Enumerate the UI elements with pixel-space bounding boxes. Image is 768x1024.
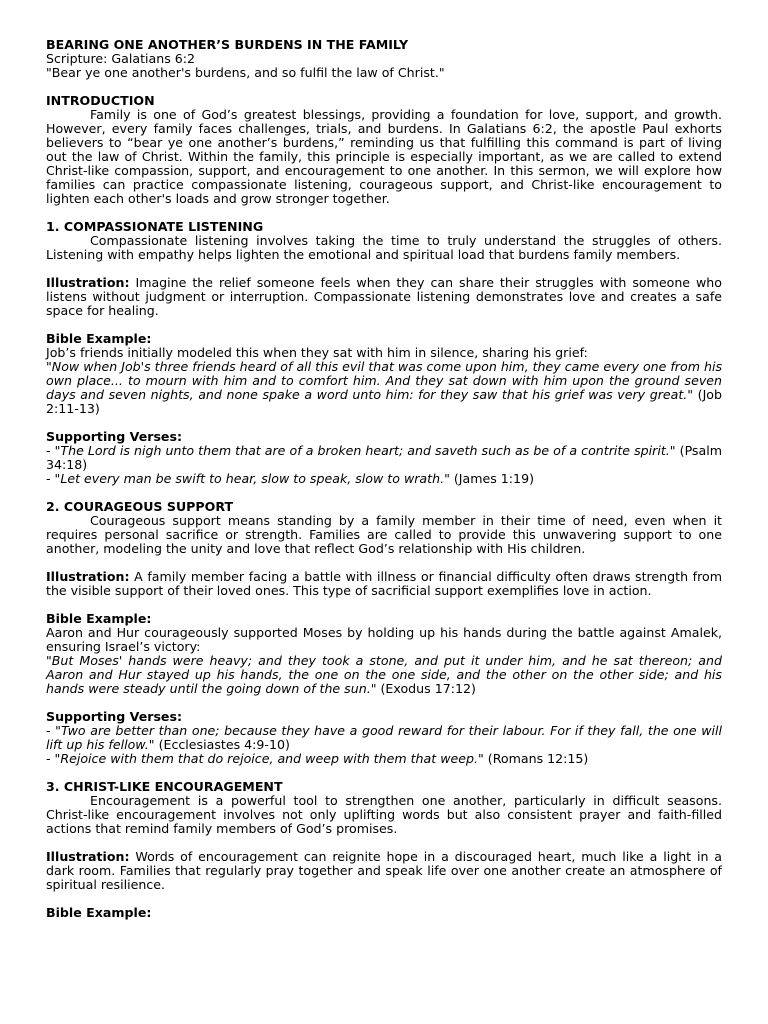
scripture-quote: Now when Job's three friends heard of all this evil that was come upon him, they came every one from his own place... to mourn with him and to comfort him. And they sat down with him upon the ground seven days and seven nights, and none spake a word unto him: for they saw that his grief was very great. <box>46 359 723 402</box>
section-2-bible-quote: "But Moses' hands were heavy; and they took a stone, and put it under him, and he sat thereon; and Aaron and Hur stayed up his hands, the one on the one side, and the other on the other side; and his hands were steady until the going down of the sun." (Exodus 17:12) <box>46 653 722 696</box>
scripture-ref: " (Exodus 17:12) <box>370 681 476 696</box>
section-1-verse-2: - "Let every man be swift to hear, slow to speak, slow to wrath." (James 1:19) <box>46 471 534 486</box>
section-1-illustration <box>46 276 722 318</box>
section-2-verse-2: - "Rejoice with them that do rejoice, and weep with them that weep." (Romans 12:15) <box>46 751 589 766</box>
section-3-illustration <box>46 850 722 892</box>
section-1-bible-quote: "Now when Job's three friends heard of all this evil that was come upon him, they came every one from his own place... to mourn with him and to comfort him. And they sat down with him upon the ground seven days and seven nights, and none spake a word unto him: for they saw that his grief was very great." (Job 2:11-13) <box>46 359 723 416</box>
section-2-bible-intro: Aaron and Hur courageously supported Moses by holding up his hands during the battle against Amalek, ensuring Israel’s victory: <box>46 625 722 654</box>
section-1-paragraph: Compassionate listening involves taking the time to truly understand the struggles of others. Listening with empathy helps lighten the emotional and spiritual load that burdens family members. <box>46 233 722 262</box>
introduction-paragraph: Family is one of God’s greatest blessings, providing a foundation for love, support, and growth. However, every family faces challenges, trials, and burdens. In Galatians 6:2, the apostle Paul exhorts believers to “bear ye one another’s burdens,” reminding us that fulfilling this command is part of living out the law of Christ. Within the family, this principle is especially important, as we are called to extend Christ-like compassion, support, and encouragement to one another. In this sermon, we will explore how families can practice compassionate listening, courageous support, and Christ-like encouragement to lighten each other's loads and grow stronger together. <box>46 107 722 206</box>
key-verse: "Bear ye one another's burdens, and so fulfil the law of Christ." <box>46 65 445 80</box>
section-3-paragraph: Encouragement is a powerful tool to strengthen one another, particularly in difficult seasons. Christ-like encouragement involves not only uplifting words but also consistent prayer and faith-filled actions that remind family members of God’s promises. <box>46 793 722 836</box>
section-2-heading: 2. COURAGEOUS SUPPORT <box>46 499 234 514</box>
section-3-heading: 3. CHRIST-LIKE ENCOURAGEMENT <box>46 779 283 794</box>
illustration-text: Imagine the relief someone feels when they can share their struggles with someone who listens without judgment or interruption. Compassionate listening demonstrates love and creates a safe space for healing. <box>46 275 722 318</box>
section-2-verse-1: - "Two are better than one; because they have a good reward for their labour. For if they fall, the one will lift up his fellow." (Ecclesiastes 4:9-10) <box>46 723 722 752</box>
section-2-paragraph: Courageous support means standing by a family member in their time of need, even when it requires personal sacrifice or strength. Families are called to provide this unwavering support to one another, modeling the unity and love that reflect God’s relationship with His children. <box>46 513 722 556</box>
introduction-heading: INTRODUCTION <box>46 93 155 108</box>
document-title: BEARING ONE ANOTHER’S BURDENS IN THE FAMILY <box>46 37 409 52</box>
section-1-heading: 1. COMPASSIONATE LISTENING <box>46 219 264 234</box>
illustration-text: A family member facing a battle with illness or financial difficulty often draws strength from the visible support of their loved ones. This type of sacrificial support exemplifies love in action. <box>46 569 722 598</box>
illustration-label: Illustration: <box>46 569 130 584</box>
section-1-verse-1: - "The Lord is nigh unto them that are of a broken heart; and saveth such as be of a contrite spirit." (Psalm 34:18) <box>46 443 722 472</box>
section-2-illustration <box>46 570 722 598</box>
scripture-quote: But Moses' hands were heavy; and they took a stone, and put it under him, and he sat thereon; and Aaron and Hur stayed up his hands, the one on the one side, and the other on the other side; and his hands were steady until the going down of the sun. <box>46 653 722 696</box>
section-1-bible-example-label: Bible Example: <box>46 331 152 346</box>
illustration-text: Words of encouragement can reignite hope in a discouraged heart, much like a light in a dark room. Families that regularly pray together and speak life over one another create an atmosphere of spiritual resilience. <box>46 849 722 892</box>
section-2-bible-example-label: Bible Example: <box>46 611 152 626</box>
section-2-supporting-verses-label: Supporting Verses: <box>46 709 183 724</box>
section-1-bible-intro: Job’s friends initially modeled this when they sat with him in silence, sharing his grief: <box>46 345 588 360</box>
section-3-bible-example-label: Bible Example: <box>46 905 152 920</box>
illustration-label: Illustration: <box>46 275 130 290</box>
scripture-reference: Scripture: Galatians 6:2 <box>46 51 196 66</box>
scripture-ref: " (Job 2:11-13) <box>46 387 722 416</box>
section-1-supporting-verses-label: Supporting Verses: <box>46 429 183 444</box>
illustration-label: Illustration: <box>46 849 130 864</box>
